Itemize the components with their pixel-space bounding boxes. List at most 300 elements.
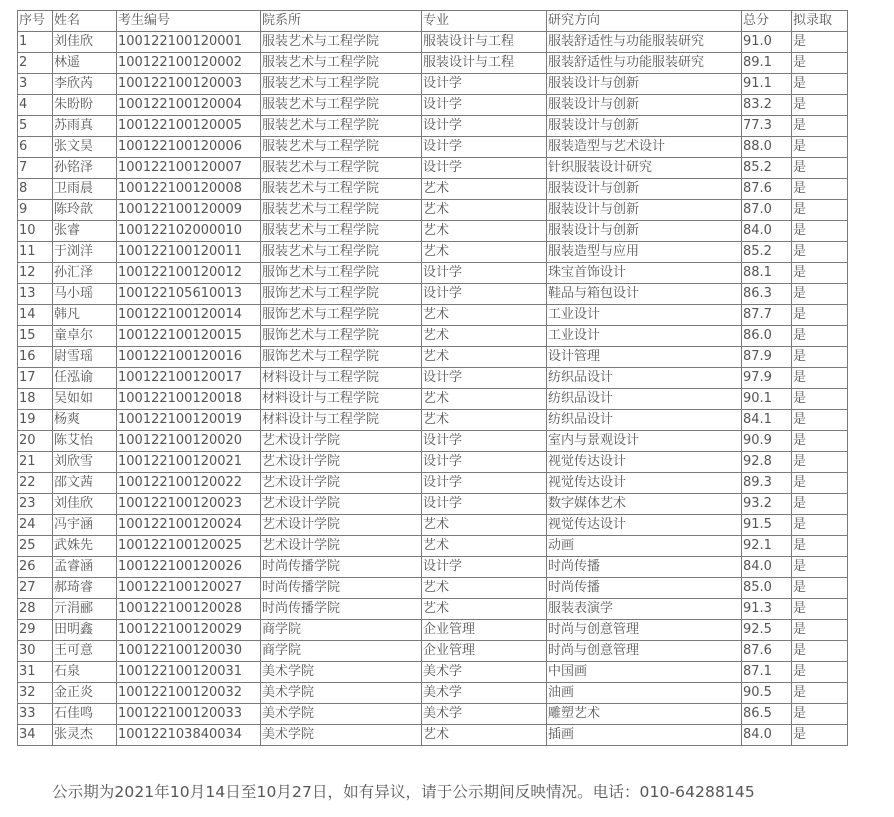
cell-department: 服装艺术与工程学院 (261, 200, 422, 221)
table-row (18, 305, 848, 326)
cell-total-score: 92.1 (742, 536, 792, 557)
cell-name: 卫雨晨 (53, 179, 117, 200)
cell-candidate-id: 100122100120024 (117, 515, 261, 536)
table-row (18, 74, 848, 95)
cell-department: 服装艺术与工程学院 (261, 32, 422, 53)
cell-research-direction: 插画 (547, 725, 742, 746)
cell-department: 商学院 (261, 620, 422, 641)
cell-serial-number: 34 (18, 725, 53, 746)
cell-department: 美术学院 (261, 662, 422, 683)
cell-proposed-admission: 是 (792, 179, 848, 200)
table-row (18, 662, 848, 683)
cell-major: 艺术 (422, 221, 547, 242)
cell-serial-number: 21 (18, 452, 53, 473)
cell-major: 设计学 (422, 263, 547, 284)
cell-name: 杨爽 (53, 410, 117, 431)
cell-research-direction: 服装设计与创新 (547, 200, 742, 221)
cell-proposed-admission: 是 (792, 704, 848, 725)
table-row (18, 599, 848, 620)
cell-proposed-admission: 是 (792, 347, 848, 368)
cell-total-score: 87.1 (742, 662, 792, 683)
cell-research-direction: 时尚传播 (547, 557, 742, 578)
cell-candidate-id: 100122100120021 (117, 452, 261, 473)
table-row (18, 641, 848, 662)
cell-major: 设计学 (422, 494, 547, 515)
header-major: 专业 (422, 11, 547, 32)
cell-proposed-admission: 是 (792, 263, 848, 284)
cell-department: 美术学院 (261, 704, 422, 725)
cell-candidate-id: 100122100120004 (117, 95, 261, 116)
cell-major: 艺术 (422, 599, 547, 620)
cell-major: 艺术 (422, 389, 547, 410)
cell-department: 服装艺术与工程学院 (261, 179, 422, 200)
cell-major: 艺术 (422, 515, 547, 536)
cell-candidate-id: 100122100120019 (117, 410, 261, 431)
cell-serial-number: 16 (18, 347, 53, 368)
cell-candidate-id: 100122100120012 (117, 263, 261, 284)
cell-name: 冯宇涵 (53, 515, 117, 536)
cell-serial-number: 22 (18, 473, 53, 494)
cell-candidate-id: 100122100120023 (117, 494, 261, 515)
cell-name: 刘欣雪 (53, 452, 117, 473)
cell-name: 亓涓郦 (53, 599, 117, 620)
cell-major: 艺术 (422, 179, 547, 200)
cell-candidate-id: 100122100120001 (117, 32, 261, 53)
table-row (18, 536, 848, 557)
cell-candidate-id: 100122100120030 (117, 641, 261, 662)
cell-department: 艺术设计学院 (261, 494, 422, 515)
cell-department: 服装艺术与工程学院 (261, 95, 422, 116)
cell-proposed-admission: 是 (792, 200, 848, 221)
cell-research-direction: 服装设计与创新 (547, 179, 742, 200)
cell-department: 服饰艺术与工程学院 (261, 263, 422, 284)
header-total-score: 总分 (742, 11, 792, 32)
cell-name: 陈艾怡 (53, 431, 117, 452)
cell-name: 石佳鸣 (53, 704, 117, 725)
table-row (18, 263, 848, 284)
cell-major: 设计学 (422, 137, 547, 158)
cell-total-score: 90.5 (742, 683, 792, 704)
cell-research-direction: 时尚与创意管理 (547, 641, 742, 662)
cell-candidate-id: 100122100120032 (117, 683, 261, 704)
cell-name: 陈玲歆 (53, 200, 117, 221)
cell-research-direction: 数字媒体艺术 (547, 494, 742, 515)
cell-major: 设计学 (422, 116, 547, 137)
cell-research-direction: 油画 (547, 683, 742, 704)
cell-proposed-admission: 是 (792, 620, 848, 641)
cell-total-score: 88.0 (742, 137, 792, 158)
cell-major: 设计学 (422, 284, 547, 305)
cell-name: 田明鑫 (53, 620, 117, 641)
cell-major: 设计学 (422, 368, 547, 389)
cell-candidate-id: 100122100120033 (117, 704, 261, 725)
cell-department: 时尚传播学院 (261, 578, 422, 599)
cell-department: 服饰艺术与工程学院 (261, 347, 422, 368)
cell-major: 美术学 (422, 683, 547, 704)
cell-research-direction: 雕塑艺术 (547, 704, 742, 725)
cell-major: 设计学 (422, 158, 547, 179)
cell-proposed-admission: 是 (792, 305, 848, 326)
cell-serial-number: 32 (18, 683, 53, 704)
cell-major: 美术学 (422, 704, 547, 725)
cell-department: 艺术设计学院 (261, 536, 422, 557)
cell-name: 孙铭泽 (53, 158, 117, 179)
cell-total-score: 91.3 (742, 599, 792, 620)
cell-name: 于浏洋 (53, 242, 117, 263)
cell-research-direction: 服装设计与创新 (547, 95, 742, 116)
cell-department: 服装艺术与工程学院 (261, 242, 422, 263)
cell-name: 李欣芮 (53, 74, 117, 95)
cell-research-direction: 纺织品设计 (547, 368, 742, 389)
cell-major: 设计学 (422, 452, 547, 473)
cell-total-score: 91.1 (742, 74, 792, 95)
cell-proposed-admission: 是 (792, 74, 848, 95)
table-row (18, 53, 848, 74)
cell-serial-number: 1 (18, 32, 53, 53)
header-research-direction: 研究方向 (547, 11, 742, 32)
cell-research-direction: 服装设计与创新 (547, 74, 742, 95)
cell-serial-number: 24 (18, 515, 53, 536)
cell-total-score: 84.0 (742, 557, 792, 578)
cell-candidate-id: 100122100120027 (117, 578, 261, 599)
cell-name: 任泓谕 (53, 368, 117, 389)
cell-research-direction: 服装设计与创新 (547, 221, 742, 242)
cell-candidate-id: 100122100120028 (117, 599, 261, 620)
header-proposed-admission: 拟录取 (792, 11, 848, 32)
cell-total-score: 88.1 (742, 263, 792, 284)
table-row (18, 221, 848, 242)
cell-total-score: 87.9 (742, 347, 792, 368)
table-row (18, 473, 848, 494)
table-row (18, 179, 848, 200)
cell-research-direction: 服装造型与应用 (547, 242, 742, 263)
cell-total-score: 85.2 (742, 242, 792, 263)
cell-department: 服饰艺术与工程学院 (261, 326, 422, 347)
cell-candidate-id: 100122100120016 (117, 347, 261, 368)
cell-serial-number: 3 (18, 74, 53, 95)
cell-candidate-id: 100122100120029 (117, 620, 261, 641)
table-row (18, 452, 848, 473)
cell-research-direction: 设计管理 (547, 347, 742, 368)
table-row (18, 242, 848, 263)
cell-candidate-id: 100122100120022 (117, 473, 261, 494)
cell-total-score: 90.9 (742, 431, 792, 452)
cell-serial-number: 15 (18, 326, 53, 347)
cell-name: 武姝先 (53, 536, 117, 557)
table-row (18, 494, 848, 515)
cell-name: 邵文茜 (53, 473, 117, 494)
cell-serial-number: 18 (18, 389, 53, 410)
cell-serial-number: 4 (18, 95, 53, 116)
cell-name: 张睿 (53, 221, 117, 242)
table-row (18, 158, 848, 179)
table-row (18, 32, 848, 53)
table-row (18, 683, 848, 704)
cell-proposed-admission: 是 (792, 578, 848, 599)
cell-name: 吴如如 (53, 389, 117, 410)
cell-serial-number: 23 (18, 494, 53, 515)
cell-research-direction: 鞋品与箱包设计 (547, 284, 742, 305)
cell-serial-number: 26 (18, 557, 53, 578)
cell-research-direction: 服装舒适性与功能服装研究 (547, 53, 742, 74)
cell-major: 艺术 (422, 326, 547, 347)
cell-major: 服装设计与工程 (422, 53, 547, 74)
cell-name: 朱盼盼 (53, 95, 117, 116)
cell-name: 童卓尔 (53, 326, 117, 347)
cell-research-direction: 工业设计 (547, 326, 742, 347)
table-row (18, 137, 848, 158)
cell-serial-number: 28 (18, 599, 53, 620)
cell-research-direction: 视觉传达设计 (547, 515, 742, 536)
table-row (18, 578, 848, 599)
cell-serial-number: 20 (18, 431, 53, 452)
cell-proposed-admission: 是 (792, 431, 848, 452)
cell-major: 艺术 (422, 200, 547, 221)
cell-proposed-admission: 是 (792, 368, 848, 389)
cell-total-score: 85.0 (742, 578, 792, 599)
cell-department: 时尚传播学院 (261, 599, 422, 620)
cell-candidate-id: 100122100120020 (117, 431, 261, 452)
cell-total-score: 85.2 (742, 158, 792, 179)
cell-department: 材料设计与工程学院 (261, 410, 422, 431)
cell-major: 企业管理 (422, 620, 547, 641)
cell-total-score: 89.1 (742, 53, 792, 74)
header-department: 院系所 (261, 11, 422, 32)
cell-proposed-admission: 是 (792, 662, 848, 683)
cell-proposed-admission: 是 (792, 515, 848, 536)
cell-major: 设计学 (422, 557, 547, 578)
cell-total-score: 92.8 (742, 452, 792, 473)
table-row (18, 116, 848, 137)
cell-research-direction: 中国画 (547, 662, 742, 683)
header-serial-number: 序号 (18, 11, 53, 32)
table-body (18, 32, 848, 746)
cell-proposed-admission: 是 (792, 473, 848, 494)
cell-serial-number: 27 (18, 578, 53, 599)
cell-major: 美术学 (422, 662, 547, 683)
table-row (18, 410, 848, 431)
cell-department: 服饰艺术与工程学院 (261, 305, 422, 326)
cell-serial-number: 5 (18, 116, 53, 137)
cell-major: 艺术 (422, 305, 547, 326)
cell-candidate-id: 100122100120005 (117, 116, 261, 137)
cell-total-score: 77.3 (742, 116, 792, 137)
cell-name: 张文昊 (53, 137, 117, 158)
cell-serial-number: 17 (18, 368, 53, 389)
cell-serial-number: 10 (18, 221, 53, 242)
cell-proposed-admission: 是 (792, 557, 848, 578)
cell-department: 艺术设计学院 (261, 452, 422, 473)
cell-candidate-id: 100122105610013 (117, 284, 261, 305)
table-row (18, 389, 848, 410)
cell-proposed-admission: 是 (792, 326, 848, 347)
cell-candidate-id: 100122100120006 (117, 137, 261, 158)
cell-serial-number: 13 (18, 284, 53, 305)
cell-department: 美术学院 (261, 683, 422, 704)
cell-proposed-admission: 是 (792, 389, 848, 410)
cell-proposed-admission: 是 (792, 452, 848, 473)
cell-name: 刘佳欣 (53, 32, 117, 53)
cell-proposed-admission: 是 (792, 494, 848, 515)
header-candidate-id: 考生编号 (117, 11, 261, 32)
cell-serial-number: 30 (18, 641, 53, 662)
cell-major: 设计学 (422, 74, 547, 95)
cell-total-score: 84.1 (742, 410, 792, 431)
cell-research-direction: 室内与景观设计 (547, 431, 742, 452)
cell-candidate-id: 100122103840034 (117, 725, 261, 746)
cell-proposed-admission: 是 (792, 116, 848, 137)
cell-candidate-id: 100122100120008 (117, 179, 261, 200)
cell-name: 刘佳欣 (53, 494, 117, 515)
cell-total-score: 84.0 (742, 725, 792, 746)
cell-serial-number: 6 (18, 137, 53, 158)
admission-table (17, 10, 848, 746)
cell-name: 孟睿涵 (53, 557, 117, 578)
cell-research-direction: 服装设计与创新 (547, 116, 742, 137)
cell-major: 艺术 (422, 242, 547, 263)
cell-name: 张灵杰 (53, 725, 117, 746)
cell-total-score: 87.7 (742, 305, 792, 326)
cell-candidate-id: 100122100120002 (117, 53, 261, 74)
table-row (18, 725, 848, 746)
cell-major: 企业管理 (422, 641, 547, 662)
cell-name: 孙汇泽 (53, 263, 117, 284)
cell-candidate-id: 100122102000010 (117, 221, 261, 242)
cell-department: 服装艺术与工程学院 (261, 53, 422, 74)
cell-proposed-admission: 是 (792, 53, 848, 74)
cell-candidate-id: 100122100120015 (117, 326, 261, 347)
cell-proposed-admission: 是 (792, 599, 848, 620)
cell-major: 艺术 (422, 536, 547, 557)
cell-research-direction: 视觉传达设计 (547, 473, 742, 494)
cell-name: 金正炎 (53, 683, 117, 704)
cell-major: 服装设计与工程 (422, 32, 547, 53)
cell-candidate-id: 100122100120026 (117, 557, 261, 578)
cell-proposed-admission: 是 (792, 410, 848, 431)
cell-department: 服装艺术与工程学院 (261, 137, 422, 158)
cell-major: 设计学 (422, 473, 547, 494)
cell-total-score: 97.9 (742, 368, 792, 389)
cell-department: 服装艺术与工程学院 (261, 158, 422, 179)
cell-name: 王可意 (53, 641, 117, 662)
cell-total-score: 91.5 (742, 515, 792, 536)
cell-research-direction: 服装造型与艺术设计 (547, 137, 742, 158)
cell-proposed-admission: 是 (792, 95, 848, 116)
cell-department: 艺术设计学院 (261, 431, 422, 452)
cell-total-score: 86.0 (742, 326, 792, 347)
table-row (18, 620, 848, 641)
cell-proposed-admission: 是 (792, 725, 848, 746)
cell-total-score: 91.0 (742, 32, 792, 53)
cell-serial-number: 8 (18, 179, 53, 200)
cell-name: 尉雪瑶 (53, 347, 117, 368)
cell-serial-number: 12 (18, 263, 53, 284)
cell-total-score: 90.1 (742, 389, 792, 410)
cell-research-direction: 视觉传达设计 (547, 452, 742, 473)
cell-total-score: 83.2 (742, 95, 792, 116)
cell-candidate-id: 100122100120003 (117, 74, 261, 95)
cell-candidate-id: 100122100120011 (117, 242, 261, 263)
cell-name: 郝琦睿 (53, 578, 117, 599)
cell-department: 商学院 (261, 641, 422, 662)
cell-major: 艺术 (422, 410, 547, 431)
table-row (18, 368, 848, 389)
table-row (18, 284, 848, 305)
admission-list-document (17, 10, 848, 746)
cell-candidate-id: 100122100120018 (117, 389, 261, 410)
cell-research-direction: 时尚与创意管理 (547, 620, 742, 641)
cell-name: 韩凡 (53, 305, 117, 326)
cell-serial-number: 7 (18, 158, 53, 179)
cell-research-direction: 服装舒适性与功能服装研究 (547, 32, 742, 53)
cell-department: 服装艺术与工程学院 (261, 221, 422, 242)
cell-total-score: 86.3 (742, 284, 792, 305)
cell-total-score: 87.6 (742, 641, 792, 662)
public-notice-text: 公示期为2021年10月14日至10月27日，如有异议，请于公示期间反映情况。电话：010-64288145 (52, 783, 755, 801)
table-row (18, 704, 848, 725)
cell-major: 设计学 (422, 431, 547, 452)
cell-research-direction: 动画 (547, 536, 742, 557)
cell-candidate-id: 100122100120031 (117, 662, 261, 683)
cell-proposed-admission: 是 (792, 221, 848, 242)
cell-department: 艺术设计学院 (261, 473, 422, 494)
table-row (18, 515, 848, 536)
cell-proposed-admission: 是 (792, 641, 848, 662)
cell-department: 服饰艺术与工程学院 (261, 284, 422, 305)
cell-name: 林遥 (53, 53, 117, 74)
cell-serial-number: 9 (18, 200, 53, 221)
cell-name: 苏雨真 (53, 116, 117, 137)
cell-research-direction: 工业设计 (547, 305, 742, 326)
cell-total-score: 84.0 (742, 221, 792, 242)
cell-serial-number: 14 (18, 305, 53, 326)
cell-serial-number: 25 (18, 536, 53, 557)
cell-candidate-id: 100122100120007 (117, 158, 261, 179)
cell-department: 服装艺术与工程学院 (261, 116, 422, 137)
cell-department: 材料设计与工程学院 (261, 389, 422, 410)
cell-research-direction: 纺织品设计 (547, 389, 742, 410)
cell-major: 艺术 (422, 347, 547, 368)
cell-serial-number: 31 (18, 662, 53, 683)
header-name: 姓名 (53, 11, 117, 32)
cell-candidate-id: 100122100120025 (117, 536, 261, 557)
cell-candidate-id: 100122100120014 (117, 305, 261, 326)
cell-candidate-id: 100122100120017 (117, 368, 261, 389)
cell-serial-number: 33 (18, 704, 53, 725)
cell-name: 马小瑶 (53, 284, 117, 305)
cell-total-score: 93.2 (742, 494, 792, 515)
cell-serial-number: 19 (18, 410, 53, 431)
cell-research-direction: 纺织品设计 (547, 410, 742, 431)
cell-candidate-id: 100122100120009 (117, 200, 261, 221)
cell-proposed-admission: 是 (792, 536, 848, 557)
cell-proposed-admission: 是 (792, 683, 848, 704)
cell-research-direction: 珠宝首饰设计 (547, 263, 742, 284)
table-row (18, 557, 848, 578)
cell-serial-number: 29 (18, 620, 53, 641)
cell-major: 艺术 (422, 725, 547, 746)
cell-research-direction: 针织服装设计研究 (547, 158, 742, 179)
cell-department: 美术学院 (261, 725, 422, 746)
cell-major: 设计学 (422, 95, 547, 116)
cell-total-score: 87.6 (742, 179, 792, 200)
cell-name: 石泉 (53, 662, 117, 683)
cell-total-score: 87.0 (742, 200, 792, 221)
table-header-row (18, 11, 848, 32)
table-row (18, 431, 848, 452)
cell-proposed-admission: 是 (792, 137, 848, 158)
cell-department: 服装艺术与工程学院 (261, 74, 422, 95)
